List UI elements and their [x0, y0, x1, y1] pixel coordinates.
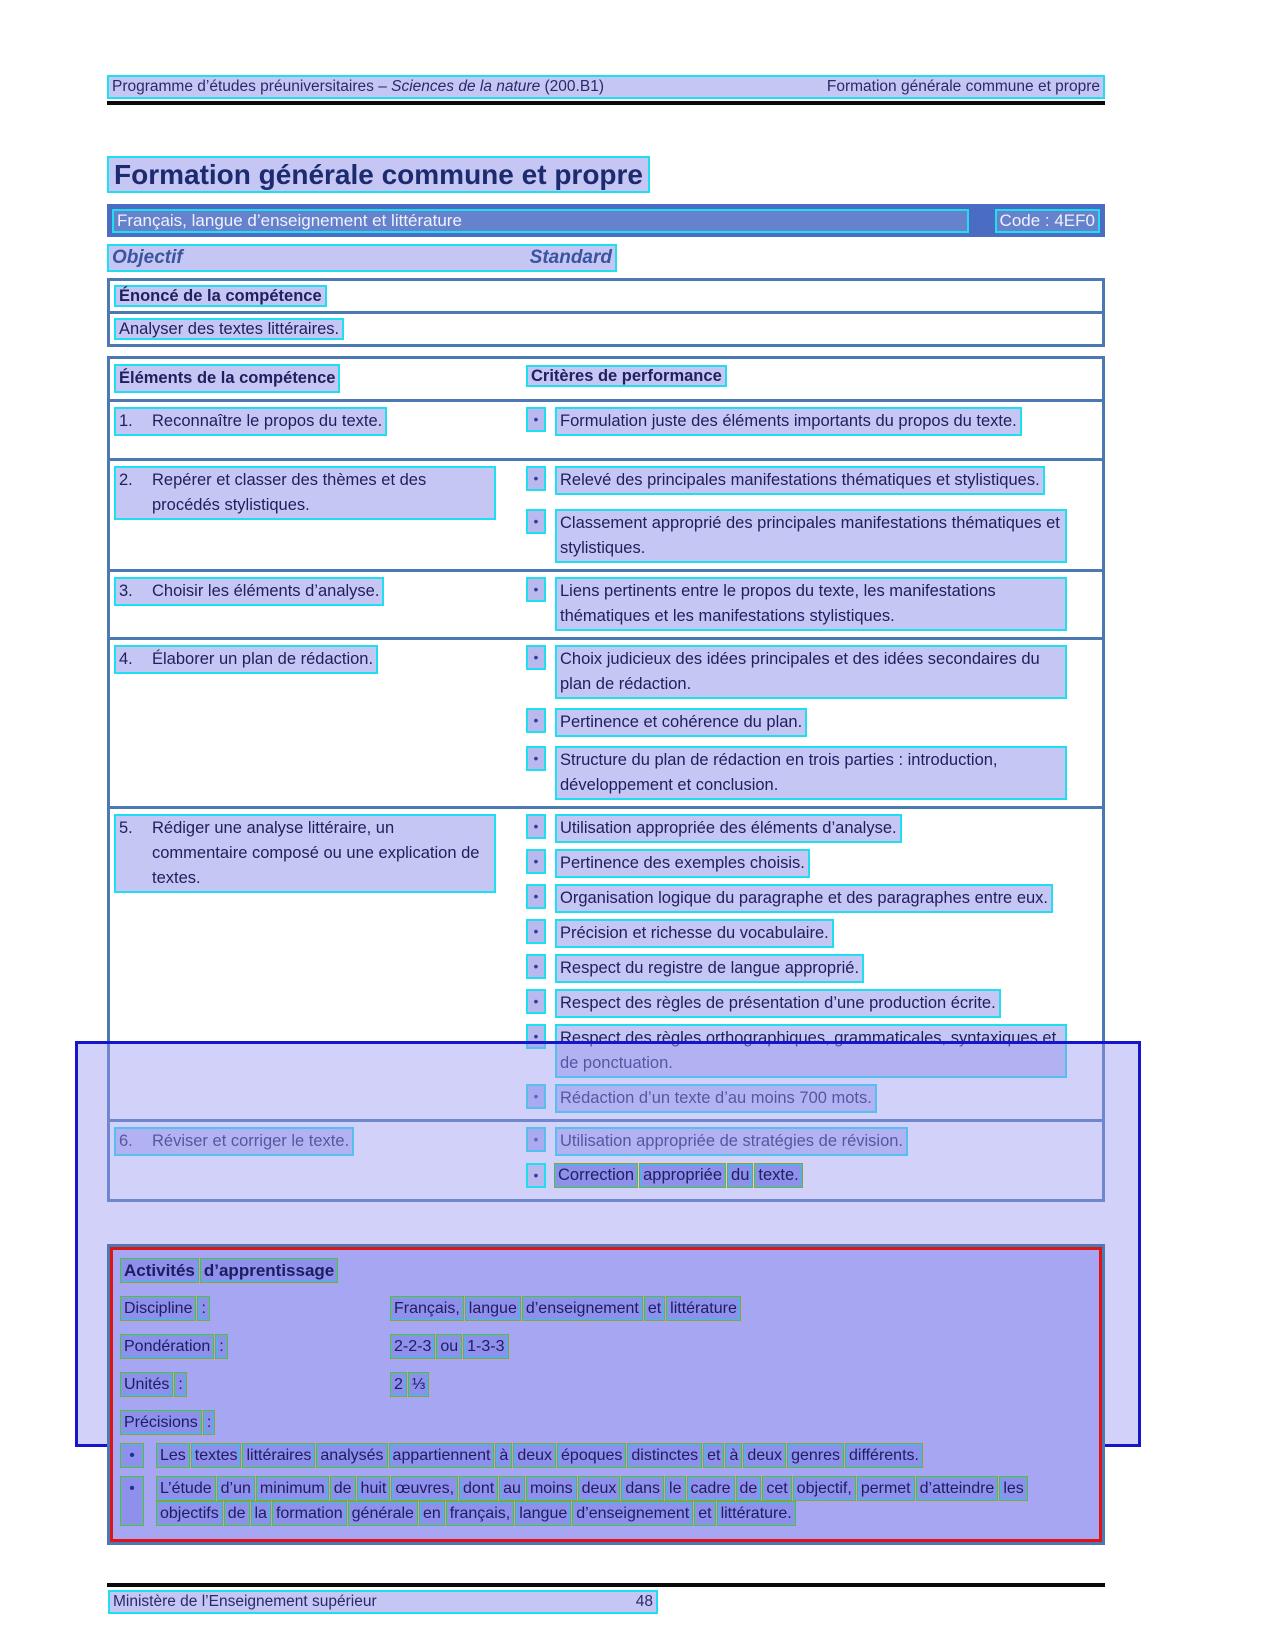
activities-field [121, 1335, 1091, 1360]
criterion: • Pertinence des exemples choisis. [526, 849, 1098, 878]
enonce-box [107, 278, 1105, 347]
header-rule [107, 101, 1105, 105]
running-header [107, 75, 1105, 99]
criterion: • Respect des règles orthographiques, grammaticales, syntaxiques et de ponctuation. [526, 1024, 1098, 1078]
bullet-icon: • [526, 1084, 546, 1109]
objectif-heading: Objectif [112, 247, 183, 268]
criterion: • Choix judicieux des idées principales et des idées secondaires du plan de rédaction. [526, 645, 1098, 699]
bullet-icon: • [526, 407, 546, 432]
criterion: • Utilisation appropriée des éléments d’analyse. [526, 814, 1098, 843]
bullet-icon: • [526, 1127, 546, 1152]
table-header-row [110, 359, 1102, 402]
field-label: Pondération : [121, 1335, 391, 1360]
running-header-right: Formation générale commune et propre [826, 78, 1100, 95]
bullet-icon: • [526, 849, 546, 874]
criterion: • Pertinence et cohérence du plan. [526, 708, 1098, 737]
learning-activities-box [107, 1244, 1105, 1545]
bullet-icon: • [121, 1477, 143, 1525]
footer-publisher: Ministère de l’Enseignement supérieur [113, 1593, 377, 1610]
criterion: • Respect du registre de langue approprié. [526, 954, 1098, 983]
bullet-icon: • [526, 919, 546, 944]
element-text: Repérer et classer des thèmes et des procédés stylistiques. [152, 471, 427, 514]
enonce-text: Analyser des textes littéraires. [114, 318, 344, 340]
bullet-icon: • [526, 577, 546, 602]
criterion: • Respect des règles de présentation d’une production écrite. [526, 989, 1098, 1018]
course-code: Code : 4EF0 [995, 209, 1100, 233]
footer-page-number: 48 [635, 1593, 653, 1610]
bullet-icon: • [526, 1024, 546, 1049]
table-row: 5. Rédiger une analyse littéraire, un commentaire composé ou une explication de textes. • Utilisation appropriée des éléments d’analyse. • Pertinence des exemples choisis. • Organisation logique du paragraphe et des paragraphes entre eux. • Précision et richesse du vocabulaire. • Respect du registre de langue approprié. • Respect des règles de présentation d’une production écrite. • Respect des règles orthographiques, grammaticales, syntaxiques et de ponctuation. • Rédaction d’un texte d’au moins 700 mots. [110, 809, 1102, 1122]
precision-item: • L’étude d’un minimum de huit œuvres, dont au moins deux dans le cadre de cet objectif, permet d’atteindre lesobjectifs de la formation générale en français, langue d’enseignement et littérature. [121, 1477, 1091, 1527]
bullet-icon: • [526, 708, 546, 733]
col1-header: Éléments de la compétence [114, 364, 340, 393]
element-text: Choisir les éléments d’analyse. [152, 582, 380, 600]
page-title: Formation générale commune et propre [107, 159, 1105, 191]
bullet-icon: • [526, 1163, 546, 1188]
table-row: 6. Réviser et corriger le texte. • Utilisation appropriée de stratégies de révision. • Correction appropriée du texte. [110, 1122, 1102, 1199]
course-bar [107, 204, 1105, 237]
criterion: • Correction appropriée du texte. [526, 1163, 1098, 1189]
bullet-icon: • [526, 645, 546, 670]
bullet-icon: • [121, 1444, 143, 1467]
running-header-left: Programme d’études préuniversitaires – Sciences de la nature (200.B1) [112, 78, 604, 95]
field-label: Discipline : [121, 1297, 391, 1322]
annotation-red-box [110, 1247, 1102, 1542]
criterion: • Classement approprié des principales manifestations thématiques et stylistiques. [526, 509, 1098, 563]
col2-header: Critères de performance [526, 365, 727, 387]
table-row: 3. Choisir les éléments d’analyse. • Liens pertinents entre le propos du texte, les manifestations thématiques et les manifestations stylistiques. [110, 572, 1102, 640]
criterion: • Précision et richesse du vocabulaire. [526, 919, 1098, 948]
bullet-icon: • [526, 509, 546, 534]
criterion: • Formulation juste des éléments importants du propos du texte. [526, 407, 1098, 436]
bullet-icon: • [526, 884, 546, 909]
activities-field [121, 1297, 1091, 1322]
activities-title: Activités d’apprentissage [121, 1259, 1091, 1284]
activities-field [121, 1373, 1091, 1398]
element-text: Élaborer un plan de rédaction. [152, 650, 374, 668]
enonce-text-row [110, 311, 1102, 344]
bullet-icon: • [526, 466, 546, 491]
element-text: Reconnaître le propos du texte. [152, 412, 383, 430]
criterion: • Liens pertinents entre le propos du texte, les manifestations thématiques et les manifestations stylistiques. [526, 577, 1098, 631]
bullet-icon: • [526, 814, 546, 839]
table-row: 1. Reconnaître le propos du texte. • Formulation juste des éléments importants du propos du texte. [110, 402, 1102, 461]
bullet-icon: • [526, 989, 546, 1014]
bullet-icon: • [526, 954, 546, 979]
footer [108, 1590, 658, 1614]
table-row: 4. Élaborer un plan de rédaction. • Choix judicieux des idées principales et des idées secondaires du plan de rédaction. • Pertinence et cohérence du plan. • Structure du plan de rédaction en trois parties : introduction, développement et conclusion. [110, 640, 1102, 809]
precision-item: • Les textes littéraires analysés appartiennent à deux époques distinctes et à deux genres différents. [121, 1444, 1091, 1469]
course-name: Français, langue d’enseignement et littérature [112, 209, 969, 233]
table-row: 2. Repérer et classer des thèmes et des procédés stylistiques. • Relevé des principales manifestations thématiques et stylistiques. • Classement approprié des principales manifestations thématiques et stylistiques. [110, 461, 1102, 572]
standard-heading: Standard [529, 247, 612, 268]
criterion: • Utilisation appropriée de stratégies de révision. [526, 1127, 1098, 1156]
precisions-label: Précisions : [121, 1411, 1091, 1436]
objectif-standard-row [107, 244, 617, 272]
footer-rule [107, 1583, 1105, 1587]
field-value: 2 ⅓ [391, 1373, 1091, 1398]
field-value: 2-2-3 ou 1-3-3 [391, 1335, 1091, 1360]
enonce-header-row [110, 281, 1102, 311]
field-value: Français, langue d’enseignement et littérature [391, 1297, 1091, 1322]
criterion: • Rédaction d’un texte d’au moins 700 mots. [526, 1084, 1098, 1113]
element-text: Rédiger une analyse littéraire, un commentaire composé ou une explication de textes. [152, 819, 480, 887]
criterion: • Relevé des principales manifestations thématiques et stylistiques. [526, 466, 1098, 495]
criterion: • Structure du plan de rédaction en trois parties : introduction, développement et conclusion. [526, 746, 1098, 800]
enonce-header: Énoncé de la compétence [114, 285, 327, 307]
criterion: • Organisation logique du paragraphe et des paragraphes entre eux. [526, 884, 1098, 913]
bullet-icon: • [526, 746, 546, 771]
element-text: Réviser et corriger le texte. [152, 1132, 350, 1150]
field-label: Unités : [121, 1373, 391, 1398]
